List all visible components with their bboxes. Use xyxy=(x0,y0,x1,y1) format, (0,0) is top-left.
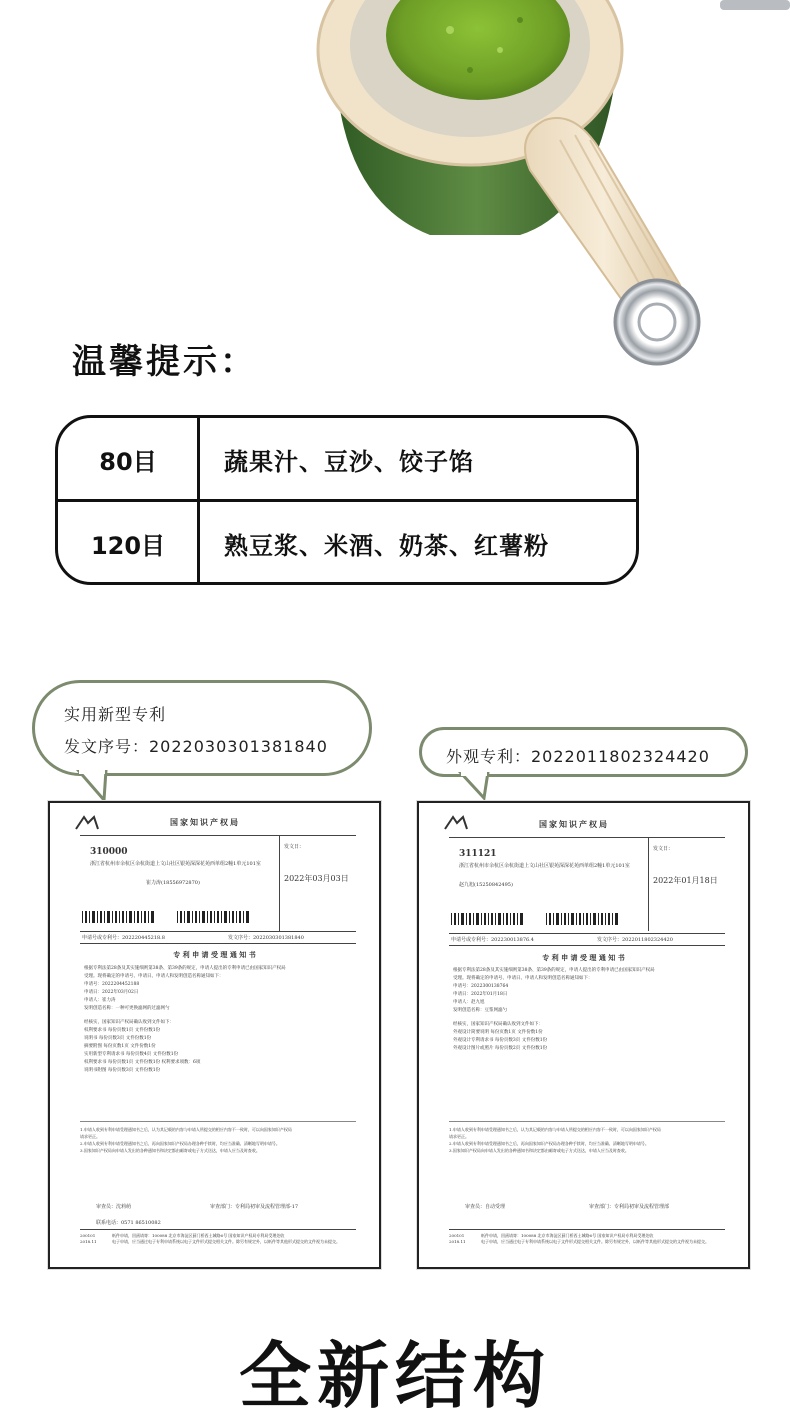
document-number: 发文序号：2022030301381840 xyxy=(228,935,304,941)
form-code: 200101 2018.11 xyxy=(449,1233,466,1244)
notice-title: 专 利 申 请 受 理 通 知 书 xyxy=(173,950,256,959)
form-code: 200101 2018.11 xyxy=(80,1233,97,1244)
issue-date-label: 发文日： xyxy=(284,844,305,850)
barcode-icon xyxy=(451,913,641,925)
address: 浙江省杭州市余杭区余杭街道上文山社区银苑深深花苑西单组2幢1单元101室 xyxy=(459,863,630,869)
barcode-icon xyxy=(82,911,272,923)
mesh-size-cell: 80目 xyxy=(99,448,157,476)
utility-patent-number: 发文序号：2022030301381840 xyxy=(64,737,328,756)
cnipa-logo-icon xyxy=(74,815,100,831)
tip-title: 温馨提示： xyxy=(72,342,257,382)
utility-patent-bubble xyxy=(32,680,372,776)
issue-date: 2022年01月18日 xyxy=(653,876,718,885)
notice-body: 根据专利法第28条及其实施细则第38条、第39条的规定，申请人提出的专利申请已由国家知识产权局 受理。现将确定的申请号、申请日、申请人和发明创造名称通知如下： 申请号：2022204452188 申请日：2022年03月02日 申请人：崔力涛 发明创造名称：一种可更换滤网的过滤网勺 经核实，国家知识产权局确认收到文件如下： 权利要求书 每份页数1页 文件份数1份 说明书 每份页数3页 文件份数1份 摘要附图 每份页数1页 文件份数1份 实用新型专利请求书 每份页数4页 文件份数1份 权利要求书 每份页数1页 文件份数1份 权利要求项数：6项 说明书附图 每份页数3页 文件份数1份 xyxy=(84,966,286,1073)
application-number: 申请号或专利号：202220445218.8 xyxy=(82,935,165,941)
table-row xyxy=(58,502,636,585)
table-row xyxy=(58,418,636,501)
product-photo-strainer xyxy=(0,0,790,380)
office-name: 国家知识产权局 xyxy=(170,817,240,827)
footer-text: 纸件申请，回函请寄：100088 北京市海淀区蓟门桥西土城路6号 国家知识产权局专利局受理处收 电子申请，应当通过电子专利申请系统以电子文件形式提交相关文件。除另有规定外，以纸件等其他形式提交的文件视为未提交。 xyxy=(481,1233,709,1244)
office-name: 国家知识产权局 xyxy=(539,819,609,829)
bubble-tail xyxy=(76,770,116,802)
agent: 赵九旭(15250842495) xyxy=(459,882,513,888)
mesh-uses-cell: 蔬果汁、豆沙、饺子馅 xyxy=(224,448,474,476)
issue-date-label: 发文日： xyxy=(653,846,674,852)
document-number: 发文序号：2022011802324420 xyxy=(597,937,673,943)
notice-notes: 1.申请人收到专利申请受理通知书之后，认为其记载的内容与申请人所提交的相应内容不一致时，可以向国家知识产权局 请求更正。 2.申请人收到专利申请受理通知书之后，再向国家知识产权局办理各种手续时，均应当准确、清晰地写明申请号。 3.国家知识产权局向申请人发出的各种通知书和决定都由邮寄或电子方式送达，申请人应当及时查收。 xyxy=(449,1127,661,1153)
mesh-uses-cell: 熟豆浆、米酒、奶茶、红薯粉 xyxy=(224,532,549,560)
mesh-usage-table xyxy=(55,415,639,585)
issue-date: 2022年03月03日 xyxy=(284,874,349,883)
design-patent-certificate xyxy=(417,801,750,1269)
utility-patent-label: 实用新型专利 xyxy=(64,705,167,724)
department: 审查部门：专利局初审及流程管理部 xyxy=(589,1204,670,1210)
examiner: 审查员：沈莉萌 xyxy=(96,1204,132,1210)
section-heading-new-structure: 全新结构 xyxy=(238,1334,551,1418)
department: 审查部门：专利局初审及流程管理部-17 xyxy=(210,1204,299,1210)
postcode: 310000 xyxy=(90,847,128,857)
application-number: 申请号或专利号：202230013876.4 xyxy=(451,937,534,943)
contact-phone: 联系电话：0571 86510082 xyxy=(96,1220,161,1226)
notice-body: 根据专利法第28条及其实施细则第38条、第39条的规定，申请人提出的专利申请已由国家知识产权局 受理。现将确定的申请号、申请日、申请人和发明创造名称通知如下： 申请号：2022300138764 申请日：2022年01月18日 申请人：赵九旭 发明创造名称：豆浆网滤勺 经核实，国家知识产权局确认收到文件如下： 外观设计简要说明 每份页数1页 文件份数1份 外观设计专利请求书 每份页数3页 文件份数1份 外观设计图片或照片 每份页数2页 文件份数1份 xyxy=(453,968,655,1051)
examiner: 审查员：自动受理 xyxy=(465,1204,506,1210)
address: 浙江省杭州市余杭区余杭街道上文山社区银苑深深花苑西单组2幢1单元101室 xyxy=(90,861,261,867)
design-patent-number: 外观专利：2022011802324420 xyxy=(446,747,710,766)
mesh-size-cell: 120目 xyxy=(90,532,166,560)
notice-notes: 1.申请人收到专利申请受理通知书之后，认为其记载的内容与申请人所提交的相应内容不一致时，可以向国家知识产权局 请求更正。 2.申请人收到专利申请受理通知书之后，再向国家知识产权局办理各种手续时，均应当准确、清晰地写明申请号。 3.国家知识产权局向申请人发出的各种通知书和决定都由邮寄或电子方式送达，申请人应当及时查收。 xyxy=(80,1127,292,1153)
notice-title: 专 利 申 请 受 理 通 知 书 xyxy=(542,953,625,962)
utility-patent-certificate xyxy=(48,801,381,1269)
postcode: 311121 xyxy=(459,849,497,859)
cnipa-logo-icon xyxy=(443,815,469,831)
agent: 崔力涛(18556972870) xyxy=(146,880,200,886)
bubble-tail xyxy=(458,772,498,800)
footer-text: 纸件申请，回函请寄：100088 北京市海淀区蓟门桥西土城路6号 国家知识产权局专利局受理处收 电子申请，应当通过电子专利申请系统以电子文件形式提交相关文件。除另有规定外，以纸件等其他形式提交的文件视为未提交。 xyxy=(112,1233,340,1244)
